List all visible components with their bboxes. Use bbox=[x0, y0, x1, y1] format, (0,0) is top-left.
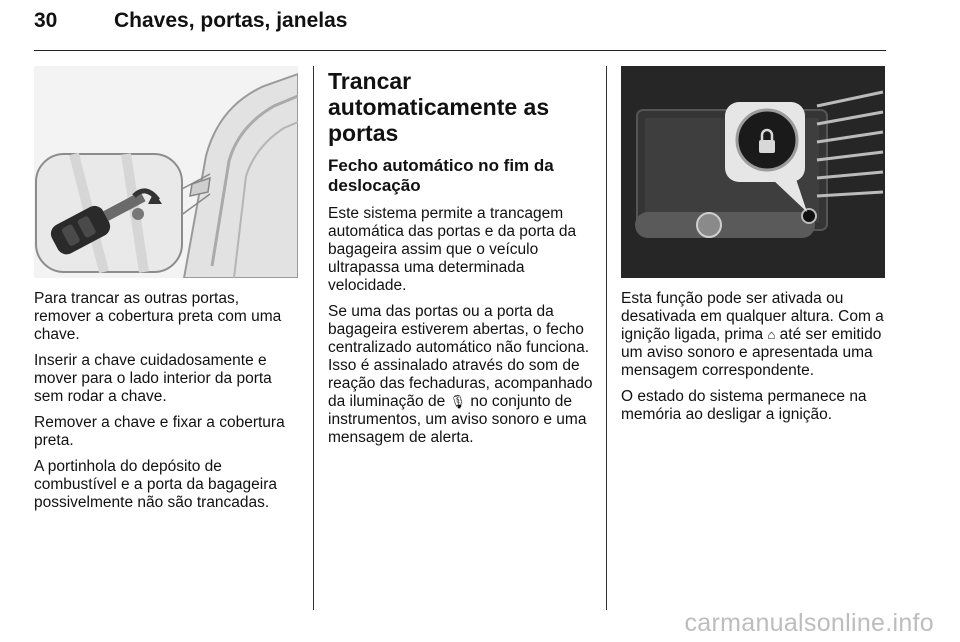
section-heading: Trancar automaticamente as portas bbox=[328, 68, 550, 146]
lock-icon: ⌂ bbox=[767, 327, 776, 342]
paragraph: Este sistema permite a trancagem automática das portas e da porta da bagageira assim que o veículo ultrapassa uma determinada velocidade. bbox=[328, 205, 577, 294]
page-number: 30 bbox=[34, 9, 58, 32]
paragraph: Esta função pode ser ativada ou desativada em qualquer altura. Com a ignição ligada, prima ⌂ até ser emitido um aviso sonoro e apresentada uma mensagem correspondente. bbox=[621, 290, 884, 379]
middle-column-text bbox=[328, 68, 596, 455]
paragraph: Inserir a chave cuidadosamente e mover para o lado interior da porta sem rodar a chave. bbox=[34, 352, 272, 405]
paragraph: O estado do sistema permanece na memória ao desligar a ignição. bbox=[621, 388, 867, 423]
page-header bbox=[34, 4, 886, 51]
dashboard-central-lock-button-illustration bbox=[621, 66, 885, 278]
right-column-text bbox=[621, 290, 889, 432]
dashboard-svg bbox=[621, 66, 885, 278]
section-title: Chaves, portas, janelas bbox=[114, 9, 348, 32]
column-divider-left bbox=[313, 66, 314, 610]
subsection-heading: Fecho automático no fim da deslocação bbox=[328, 156, 554, 195]
paragraph: Remover a chave e fixar a cobertura preta. bbox=[34, 414, 285, 449]
paragraph: A portinhola do depósito de combustível e a porta da bagageira possivelmente não são trancadas. bbox=[34, 458, 277, 511]
car-key-door-lock-illustration bbox=[34, 66, 298, 278]
paragraph: Para trancar as outras portas, remover a cobertura preta com uma chave. bbox=[34, 290, 282, 343]
microphone-icon: 🎙 bbox=[449, 394, 467, 409]
door-lock-svg bbox=[34, 66, 298, 278]
left-column-text bbox=[34, 290, 300, 520]
paragraph: Se uma das portas ou a porta da bagageira estiverem abertas, o fecho centralizado automático não funciona. Isso é assinalado através do som de reação das fechaduras, acompanhado da iluminação de 🎙 no conjunto de instrumentos, um aviso sonoro e uma mensagem de alerta. bbox=[328, 303, 593, 446]
column-divider-right bbox=[606, 66, 607, 610]
watermark: carmanualsonline.info bbox=[684, 609, 934, 637]
